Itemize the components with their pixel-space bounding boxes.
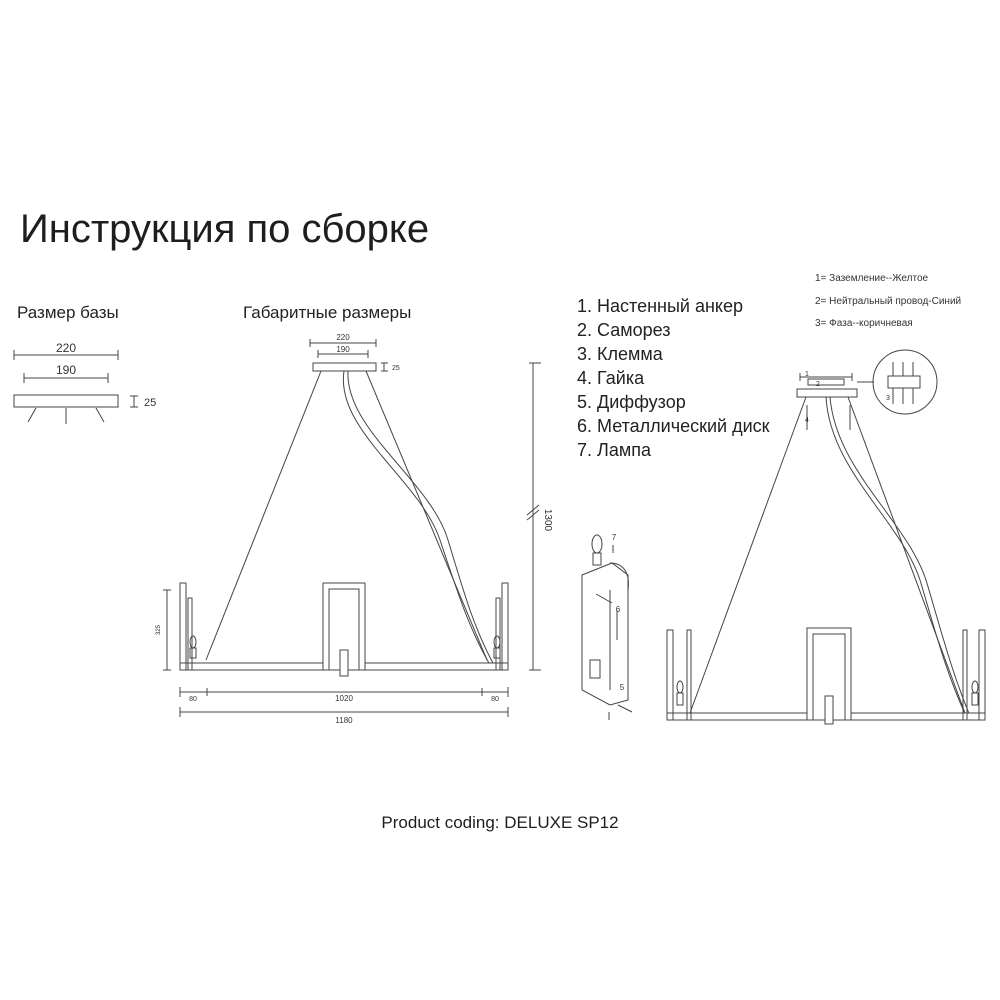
wiring-neutral: 2= Нейтральный провод-Синий	[815, 295, 962, 307]
side-height-label: 325	[156, 624, 162, 636]
part-item-lamp: 7. Лампа	[577, 440, 651, 460]
total-length-label: 1180	[335, 716, 353, 725]
total-height-label: 1300	[542, 508, 553, 532]
offset-right-label: 80	[491, 696, 499, 703]
offset-left-label: 80	[189, 696, 197, 703]
base-width-inner-label: 190	[55, 363, 77, 377]
wiring-ground: 1= Заземление--Желтое	[815, 273, 929, 284]
part-item-nut: 4. Гайка	[577, 368, 645, 388]
canopy-height-label: 25	[392, 365, 400, 372]
callout-5: 5	[619, 683, 625, 692]
page-title: Инструкция по сборке	[20, 207, 430, 251]
frame-length-label: 1020	[335, 694, 353, 703]
callout-1: 1	[805, 371, 809, 378]
product-code: Product coding: DELUXE SP12	[381, 813, 619, 832]
callout-4: 4	[805, 417, 809, 424]
canopy-inner-label: 190	[336, 345, 350, 354]
wiring-phase: 3= Фаза--коричневая	[815, 318, 913, 329]
callout-2: 2	[816, 381, 820, 388]
lamp-assembly-detail	[582, 535, 632, 720]
base-size-heading: Размер базы	[17, 303, 119, 322]
part-item-terminal: 3. Клемма	[577, 344, 663, 364]
installation-diagram	[667, 350, 985, 724]
part-item-metal-disc: 6. Металлический диск	[577, 416, 770, 436]
canopy-outer-label: 220	[336, 333, 350, 342]
base-size-diagram	[14, 350, 138, 424]
part-item-screw: 2. Саморез	[577, 320, 671, 340]
overall-dimensions-heading: Габаритные размеры	[243, 303, 412, 322]
callout-6: 6	[615, 605, 621, 614]
overall-dimensions-diagram	[163, 339, 541, 717]
base-width-outer-label: 220	[55, 341, 77, 355]
part-item-diffuser: 5. Диффузор	[577, 392, 686, 412]
callout-3: 3	[886, 395, 890, 402]
part-item-anchor: 1. Настенный анкер	[577, 296, 743, 316]
callout-7: 7	[611, 533, 617, 542]
base-height-label: 25	[144, 397, 157, 409]
